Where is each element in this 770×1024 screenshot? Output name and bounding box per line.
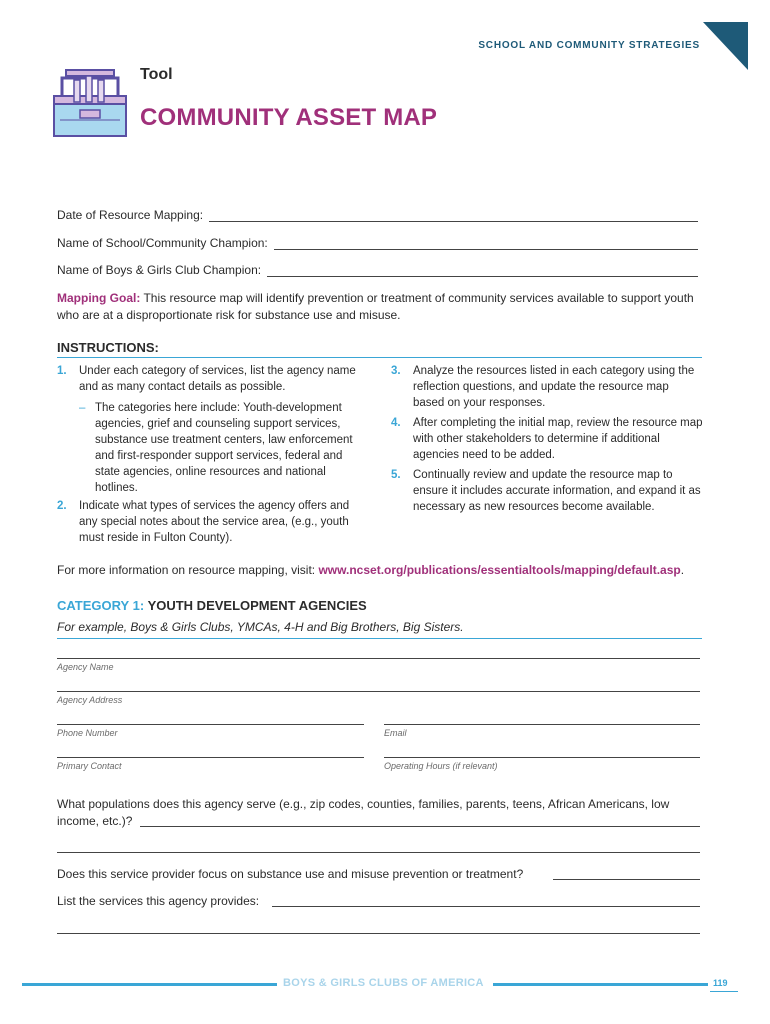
instruction-item-5 — [391, 467, 703, 515]
populations-question: What populations does this agency serve (e.g., zip codes, counties, families, parents, teens, African Americans, low income, etc.)? — [57, 797, 670, 828]
category-prefix: CATEGORY 1: — [57, 598, 145, 613]
section-label: SCHOOL AND COMMUNITY STRATEGIES — [478, 40, 700, 51]
mapping-goal-label: Mapping Goal: — [57, 291, 141, 305]
footer-rule-left — [22, 983, 277, 986]
mapping-goal — [57, 290, 697, 324]
date-input-line[interactable] — [209, 211, 698, 222]
instruction-text: Continually review and update the resource map to ensure it includes accurate information, and expand it as necessary as new resources become available. — [413, 469, 701, 513]
toolbox-icon — [52, 66, 128, 143]
instruction-number: 2. — [57, 500, 67, 512]
page-number: 119 — [713, 978, 728, 988]
populations-answer-line-2[interactable] — [57, 852, 700, 853]
email-field[interactable] — [384, 723, 700, 738]
date-label: Date of Resource Mapping: — [57, 208, 204, 222]
email-input-line[interactable] — [384, 723, 700, 725]
more-info — [57, 563, 684, 577]
category-example: For example, Boys & Girls Clubs, YMCAs, 4-H and Big Brothers, Big Sisters. — [57, 620, 464, 634]
instruction-number: 4. — [391, 417, 401, 429]
agency-name-caption: Agency Name — [57, 662, 114, 672]
instruction-text: Indicate what types of services the agency offers and any special notes about the service area, (e.g., youth must reside in Fulton County). — [79, 500, 350, 544]
contact-input-line[interactable] — [57, 756, 364, 758]
more-info-end: . — [680, 563, 685, 577]
more-info-text: For more information on resource mapping, visit: — [57, 563, 319, 577]
phone-number-field[interactable] — [57, 723, 364, 738]
category-title — [57, 598, 367, 613]
tool-label: Tool — [140, 66, 173, 83]
club-champion-input-line[interactable] — [267, 266, 698, 277]
instruction-item-1 — [57, 363, 367, 395]
page-title: COMMUNITY ASSET MAP — [140, 104, 438, 131]
club-champion-field[interactable] — [57, 263, 698, 277]
populations-answer-line[interactable] — [140, 826, 700, 827]
instruction-number: 3. — [391, 365, 401, 377]
email-caption: Email — [384, 728, 407, 738]
page-number-rule — [710, 991, 738, 992]
instruction-item-3 — [391, 363, 703, 411]
category-name: YOUTH DEVELOPMENT AGENCIES — [147, 598, 367, 613]
hours-caption: Operating Hours (if relevant) — [384, 761, 498, 771]
contact-caption: Primary Contact — [57, 761, 122, 771]
agency-address-field[interactable] — [57, 690, 700, 705]
operating-hours-field[interactable] — [384, 756, 700, 771]
focus-question: Does this service provider focus on substance use and misuse prevention or treatment? — [57, 867, 524, 881]
hours-input-line[interactable] — [384, 756, 700, 758]
instruction-text: The categories here include: Youth-development agencies, grief and counseling support services, substance use treatment centers, law enforcement and first-responder support services, federal and state agencies, online resources and national hotlines. — [95, 402, 353, 494]
instruction-subitem — [79, 400, 369, 496]
primary-contact-field[interactable] — [57, 756, 364, 771]
school-champion-label: Name of School/Community Champion: — [57, 236, 268, 250]
instruction-text: Analyze the resources listed in each category using the reflection questions, and update the resource map based on your responses. — [413, 365, 695, 409]
instructions-heading: INSTRUCTIONS: — [57, 340, 159, 355]
instruction-text: Under each category of services, list the agency name and as many contact details as possible. — [79, 365, 356, 393]
focus-answer-line[interactable] — [553, 879, 700, 880]
resource-mapping-link[interactable]: www.ncset.org/publications/essentialtools/mapping/default.asp — [318, 563, 681, 577]
instructions-divider — [57, 357, 702, 358]
instruction-number: 1. — [57, 365, 67, 377]
category-divider — [57, 638, 702, 639]
agency-name-field[interactable] — [57, 657, 700, 672]
instruction-text: After completing the initial map, review the resource map with other stakeholders to determine if additional agencies need to be added. — [413, 417, 703, 461]
school-champion-input-line[interactable] — [274, 239, 698, 250]
phone-caption: Phone Number — [57, 728, 118, 738]
agency-name-input-line[interactable] — [57, 657, 700, 659]
mapping-goal-text: This resource map will identify prevention or treatment of community services available to support youth who are at a disproportionate risk for substance use and misuse. — [57, 291, 694, 322]
instruction-number: 5. — [391, 469, 401, 481]
services-answer-line-2[interactable] — [57, 933, 700, 934]
agency-address-caption: Agency Address — [57, 695, 123, 705]
services-question: List the services this agency provides: — [57, 894, 260, 908]
footer-rule-right — [493, 983, 708, 986]
services-answer-line[interactable] — [272, 906, 700, 907]
instruction-dash: – — [79, 402, 86, 414]
agency-address-input-line[interactable] — [57, 690, 700, 692]
date-of-mapping-field[interactable] — [57, 208, 698, 222]
phone-input-line[interactable] — [57, 723, 364, 725]
corner-flag — [703, 22, 748, 70]
instruction-item-4 — [391, 415, 703, 463]
footer-org: BOYS & GIRLS CLUBS OF AMERICA — [283, 977, 484, 989]
instruction-item-2 — [57, 498, 367, 546]
school-champion-field[interactable] — [57, 236, 698, 250]
club-champion-label: Name of Boys & Girls Club Champion: — [57, 263, 262, 277]
